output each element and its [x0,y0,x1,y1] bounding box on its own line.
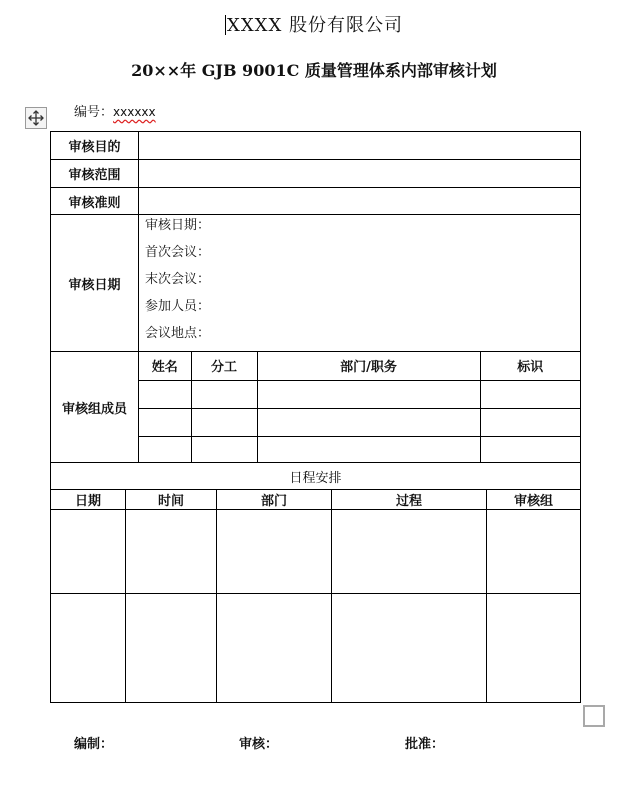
table-cell[interactable] [139,436,191,462]
table-move-icon[interactable] [25,107,47,129]
table-cell[interactable] [217,594,332,703]
audit-date-line: 审核日期： [145,218,211,233]
table-row [139,436,580,462]
criteria-field[interactable] [139,188,581,215]
table-cell[interactable] [191,408,257,436]
table-cell[interactable] [51,510,126,594]
table-cell[interactable] [139,380,191,408]
table-cell[interactable] [191,436,257,462]
table-cell[interactable] [487,510,581,594]
schedule-header-date: 日期 [51,490,126,510]
company-name [0,11,628,37]
serial-label: 编号： [74,105,114,120]
members-table [139,352,580,462]
meeting-location-line: 会议地点： [145,326,211,341]
text-cursor [225,15,226,35]
schedule-header-dept: 部门 [217,490,332,510]
members-cell [139,352,581,463]
document-title: 20××年 GJB 9001C 质量管理体系内部审核计划 [131,61,497,80]
table-row [139,408,580,436]
table-cell[interactable] [139,408,191,436]
members-header-mark: 标识 [480,352,580,380]
scope-label: 审核范围 [51,160,139,188]
table-resize-handle[interactable] [583,705,605,727]
closing-meeting-line: 末次会议： [145,272,211,287]
participants-line: 参加人员： [145,299,211,314]
table-cell[interactable] [332,510,487,594]
schedule-table [50,489,581,703]
date-section-field[interactable] [139,215,581,352]
table-cell[interactable] [480,436,580,462]
table-cell[interactable] [217,510,332,594]
schedule-heading-table [50,462,581,490]
table-cell[interactable] [191,380,257,408]
table-cell[interactable] [51,594,126,703]
members-header-dept: 部门/职务 [257,352,480,380]
table-cell[interactable] [126,510,217,594]
schedule-header-process: 过程 [332,490,487,510]
prepared-by-label: 编制： [74,737,114,752]
table-cell[interactable] [257,380,480,408]
opening-meeting-line: 首次会议： [145,245,211,260]
table-cell[interactable] [480,380,580,408]
table-cell[interactable] [257,436,480,462]
members-header-role: 分工 [191,352,257,380]
table-row [139,380,580,408]
purpose-label: 审核目的 [51,132,139,160]
serial-value[interactable]: xxxxxx [113,105,156,119]
table-cell[interactable] [126,594,217,703]
audit-info-table [50,131,581,463]
scope-field[interactable] [139,160,581,188]
table-cell[interactable] [257,408,480,436]
serial-number [74,101,156,120]
company-name-text: XXXX 股份有限公司 [227,15,403,36]
schedule-header-team: 审核组 [487,490,581,510]
approved-by-label: 批准： [405,737,445,752]
reviewed-by-label: 审核： [239,737,279,752]
table-row [51,594,581,703]
criteria-label: 审核准则 [51,188,139,215]
purpose-field[interactable] [139,132,581,160]
table-cell[interactable] [332,594,487,703]
table-cell[interactable] [480,408,580,436]
date-section-label: 审核日期 [51,215,139,352]
table-row [51,510,581,594]
schedule-label: 日程安排 [51,463,581,490]
table-cell[interactable] [487,594,581,703]
members-label: 审核组成员 [51,352,139,463]
schedule-header-time: 时间 [126,490,217,510]
members-header-name: 姓名 [139,352,191,380]
